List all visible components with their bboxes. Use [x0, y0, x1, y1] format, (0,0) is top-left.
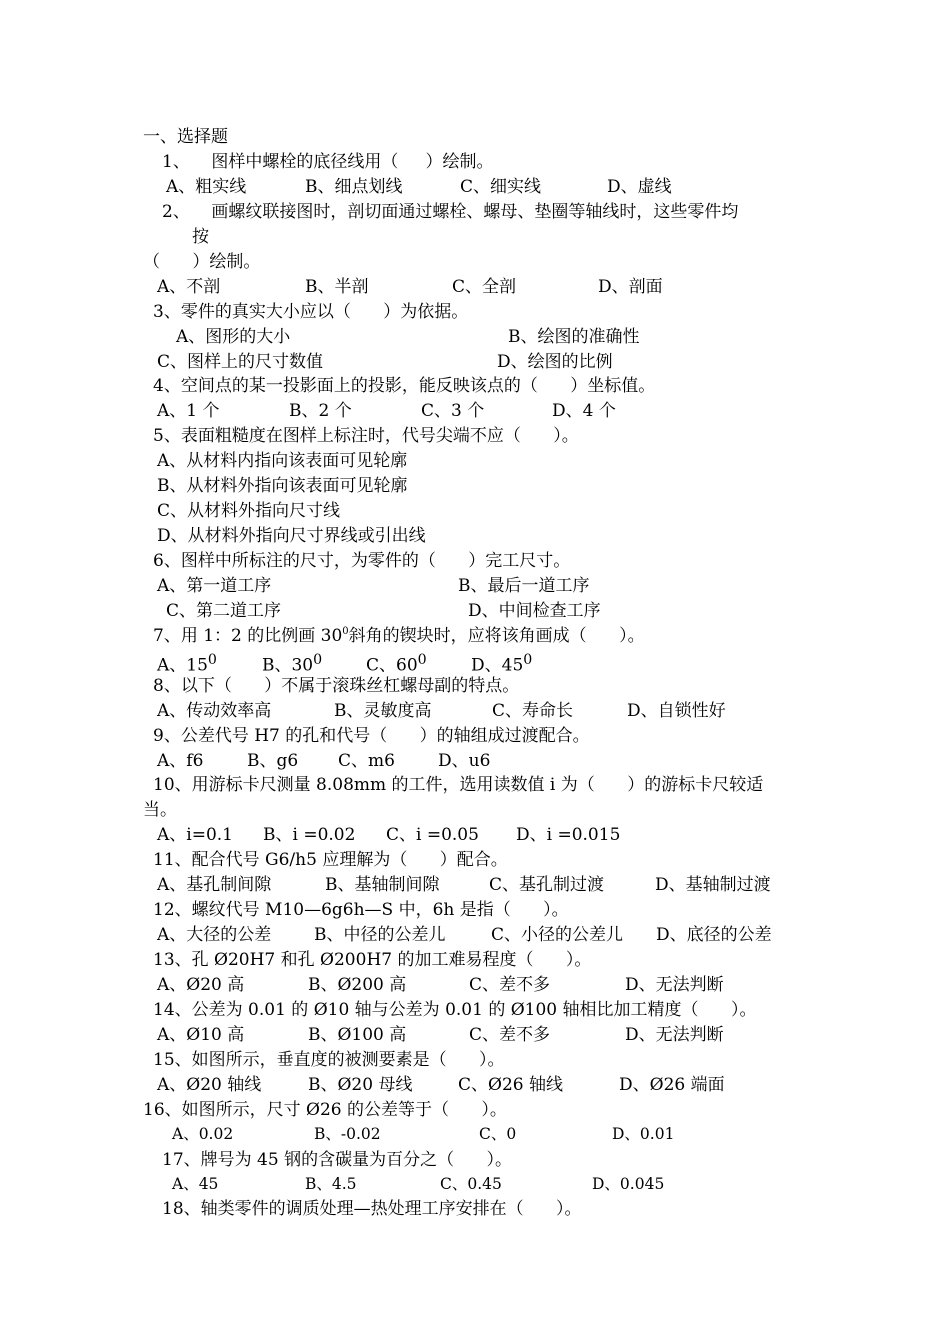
q14-option-b: B、Ø100 高: [308, 1025, 407, 1045]
degree-superscript: 0: [342, 626, 349, 637]
q12-option-d: D、底径的公差: [656, 925, 772, 945]
question-15-stem: 15、如图所示，垂直度的被测要素是（ ）。: [153, 1050, 505, 1070]
question-2-stem: 2、 画螺纹联接图时，剖切面通过螺栓、螺母、垫圈等轴线时，这些零件均: [162, 202, 739, 222]
q15-option-d: D、Ø26 端面: [619, 1075, 725, 1095]
question-13-stem: 13、孔 Ø20H7 和孔 Ø200H7 的加工难易程度（ ）。: [153, 950, 592, 970]
q17-option-a: A、45: [172, 1175, 219, 1193]
q3-option-a: A、图形的大小: [176, 327, 291, 347]
q9-option-a: A、f6: [157, 751, 204, 771]
q4-option-a: A、1 个: [157, 401, 220, 421]
question-5-stem: 5、表面粗糙度在图样上标注时，代号尖端不应（ ）。: [153, 426, 579, 446]
q8-option-b: B、灵敏度高: [334, 701, 432, 721]
q4-option-c: C、3 个: [421, 401, 485, 421]
question-7-stem: [153, 628, 645, 645]
q4-option-b: B、2 个: [289, 401, 352, 421]
q8-option-c: C、寿命长: [492, 701, 574, 721]
q17-option-c: C、0.45: [440, 1175, 502, 1193]
q2-option-b: B、半剖: [305, 277, 369, 297]
q7-option-d: D、$45^0$: [471, 652, 533, 676]
q3-option-d: D、绘图的比例: [497, 352, 613, 372]
q7-option-a: A、$15^0$: [157, 652, 217, 676]
q11-option-d: D、基轴制过渡: [655, 875, 771, 895]
question-1-stem: 1、 图样中螺栓的底径线用（ ）绘制。: [162, 152, 494, 172]
q10-option-a: A、i=0.1: [157, 825, 233, 845]
q10-option-d: D、i =0.015: [516, 825, 621, 845]
q11-option-a: A、基孔制间隙: [157, 875, 272, 895]
q9-option-b: B、g6: [247, 751, 299, 771]
question-2-stem-cont: 按: [192, 227, 209, 247]
q12-option-b: B、中径的公差儿: [314, 925, 446, 945]
q3-option-c: C、图样上的尺寸数值: [157, 352, 324, 372]
question-10-stem-cont: 当。: [143, 800, 177, 820]
q16-option-d: D、0.01: [612, 1125, 675, 1143]
q15-option-c: C、Ø26 轴线: [458, 1075, 563, 1095]
q14-option-c: C、差不多: [469, 1025, 551, 1045]
q1-option-c: C、细实线: [460, 177, 542, 197]
question-18-stem: 18、轴类零件的调质处理—热处理工序安排在（ ）。: [162, 1199, 582, 1219]
section-title: 一、选择题: [143, 127, 228, 147]
question-14-stem: 14、公差为 0.01 的 Ø10 轴与公差为 0.01 的 Ø100 轴相比加工精度（ ）。: [153, 1000, 757, 1020]
question-10-stem: 10、用游标卡尺测量 8.08mm 的工件，选用读数值 i 为（ ）的游标卡尺较适: [153, 775, 764, 795]
q7-stem-part-a: 7、用 1：2 的比例画 30: [153, 626, 343, 646]
question-11-stem: 11、配合代号 G6/h5 应理解为（ ）配合。: [153, 850, 508, 870]
q1-option-a: A、粗实线: [166, 177, 247, 197]
question-8-stem: 8、以下（ ）不属于滚珠丝杠螺母副的特点。: [153, 676, 520, 696]
q16-option-a: A、0.02: [172, 1125, 234, 1143]
question-2-stem-cont2: （ ）绘制。: [143, 252, 261, 272]
q2-option-d: D、剖面: [598, 277, 663, 297]
q10-option-c: C、i =0.05: [386, 825, 479, 845]
question-4-stem: 4、空间点的某一投影面上的投影，能反映该点的（ ）坐标值。: [153, 376, 656, 396]
q14-option-a: A、Ø10 高: [157, 1025, 245, 1045]
q12-option-a: A、大径的公差: [157, 925, 272, 945]
question-17-stem: 17、牌号为 45 钢的含碳量为百分之（ ）。: [162, 1150, 512, 1170]
q15-option-b: B、Ø20 母线: [308, 1075, 413, 1095]
question-9-stem: 9、公差代号 H7 的孔和代号（ ）的轴组成过渡配合。: [153, 726, 590, 746]
q2-option-c: C、全剖: [452, 277, 517, 297]
q1-option-b: B、细点划线: [305, 177, 403, 197]
q5-option-a: A、从材料内指向该表面可见轮廓: [157, 451, 408, 471]
q10-option-b: B、i =0.02: [263, 825, 356, 845]
q16-option-b: B、-0.02: [314, 1125, 381, 1143]
q5-option-d: D、从材料外指向尺寸界线或引出线: [157, 526, 426, 546]
q2-option-a: A、不剖: [157, 277, 221, 297]
q13-option-d: D、无法判断: [625, 975, 724, 995]
q13-option-a: A、Ø20 高: [157, 975, 245, 995]
q6-option-a: A、第一道工序: [157, 576, 272, 596]
q1-option-d: D、虚线: [607, 177, 672, 197]
q8-option-d: D、自锁性好: [627, 701, 726, 721]
q12-option-c: C、小径的公差儿: [491, 925, 624, 945]
q9-option-c: C、m6: [338, 751, 395, 771]
q5-option-c: C、从材料外指向尺寸线: [157, 501, 341, 521]
q7-option-c: C、$60^0$: [366, 652, 427, 676]
q7-stem-part-b: 斜角的锲块时，应将该角画成（ ）。: [348, 626, 645, 646]
question-12-stem: 12、螺纹代号 M10—6g6h—S 中，6h 是指（ ）。: [153, 900, 569, 920]
q14-option-d: D、无法判断: [625, 1025, 724, 1045]
q16-option-c: C、0: [479, 1125, 517, 1143]
q13-option-c: C、差不多: [469, 975, 551, 995]
q6-option-d: D、中间检查工序: [468, 601, 601, 621]
q8-option-a: A、传动效率高: [157, 701, 272, 721]
q7-option-b: B、$30^0$: [262, 652, 323, 676]
q17-option-d: D、0.045: [592, 1175, 665, 1193]
q15-option-a: A、Ø20 轴线: [157, 1075, 262, 1095]
q17-option-b: B、4.5: [305, 1175, 357, 1193]
q6-option-c: C、第二道工序: [166, 601, 282, 621]
q13-option-b: B、Ø200 高: [308, 975, 407, 995]
question-6-stem: 6、图样中所标注的尺寸，为零件的（ ）完工尺寸。: [153, 551, 571, 571]
q3-option-b: B、绘图的准确性: [508, 327, 640, 347]
q5-option-b: B、从材料外指向该表面可见轮廓: [157, 476, 408, 496]
q4-option-d: D、4 个: [552, 401, 616, 421]
q9-option-d: D、u6: [438, 751, 491, 771]
q11-option-c: C、基孔制过渡: [489, 875, 605, 895]
q11-option-b: B、基轴制间隙: [325, 875, 440, 895]
question-16-stem: 16、如图所示，尺寸 Ø26 的公差等于（ ）。: [143, 1100, 507, 1120]
question-3-stem: 3、零件的真实大小应以（ ）为依据。: [153, 302, 469, 322]
q6-option-b: B、最后一道工序: [458, 576, 590, 596]
